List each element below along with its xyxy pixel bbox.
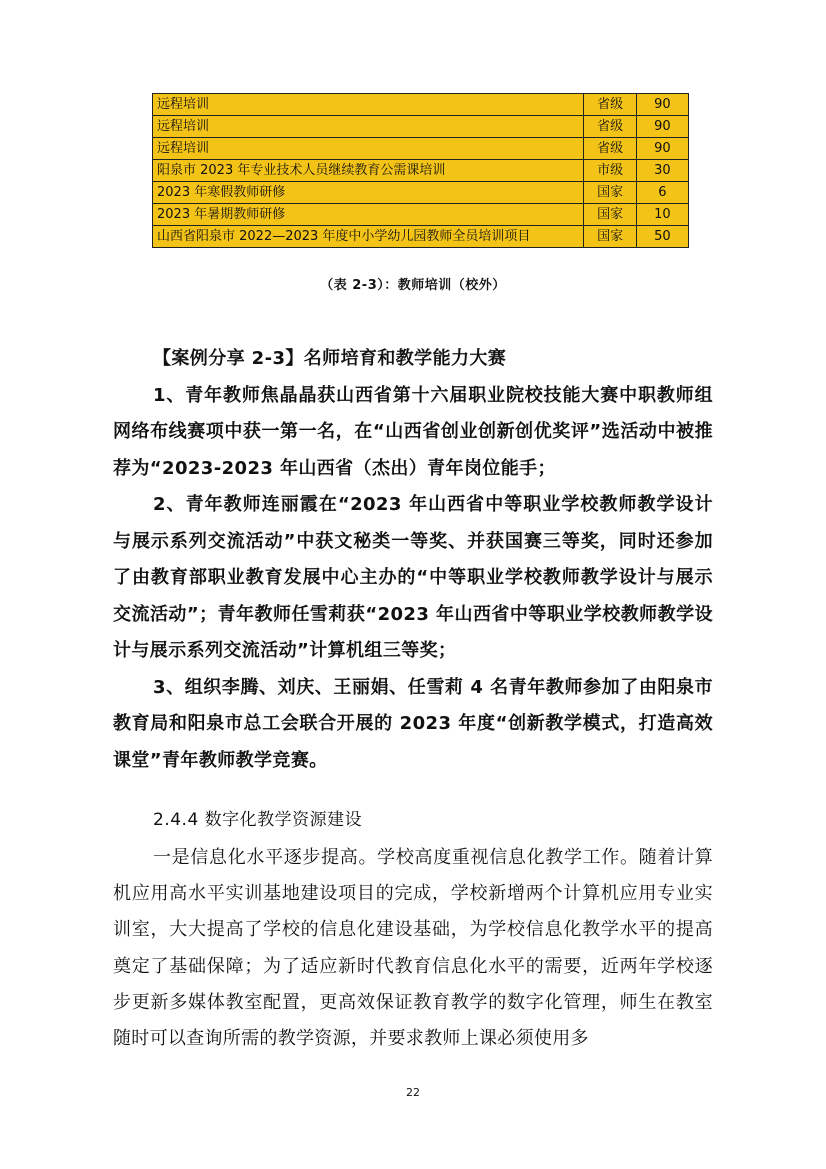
training-level-cell: 国家 xyxy=(584,204,636,226)
training-hours-cell: 30 xyxy=(636,160,688,182)
body-paragraph: 一是信息化水平逐步提高。学校高度重视信息化教学工作。随着计算机应用高水平实训基地建设项目的完成，学校新增两个计算机应用专业实训室，大大提高了学校的信息化建设基础，为学校信息化教学水平的提高奠定了基础保障；为了适应新时代教育信息化水平的需要，近两年学校逐步更新多媒体教室配置，更高效保证教育教学的数字化管理，师生在教室随时可以查询所需的教学资源，并要求教师上课必须使用多 xyxy=(113,847,713,1050)
case-item: 1、青年教师焦晶晶获山西省第十六届职业院校技能大赛中职教师组网络布线赛项中获一第一名，在“山西省创业创新创优奖评”选活动中被推荐为“2023-2023 年山西省（杰出）青年岗位能手； xyxy=(113,384,713,479)
table-row xyxy=(153,94,689,116)
table-row xyxy=(153,204,689,226)
case-item: 2、青年教师连丽霞在“2023 年山西省中等职业学校教师教学设计与展示系列交流活动”中获文秘类一等奖、并获国赛三等奖，同时还参加了由教育部职业教育发展中心主办的“中等职业学校教师教学设计与展示交流活动”；青年教师任雪莉获“2023 年山西省中等职业学校教师教学设计与展示系列交流活动”计算机组三等奖； xyxy=(113,494,713,661)
training-hours-cell: 6 xyxy=(636,182,688,204)
section-heading: 2.4.4 数字化教学资源建设 xyxy=(153,810,363,830)
training-name-cell: 远程培训 xyxy=(153,138,584,160)
table-row xyxy=(153,182,689,204)
training-hours-cell: 90 xyxy=(636,94,688,116)
training-level-cell: 省级 xyxy=(584,94,636,116)
case-item: 3、组织李腾、刘庆、王丽娟、任雪莉 4 名青年教师参加了由阳泉市教育局和阳泉市总工会联合开展的 2023 年度“创新教学模式，打造高效课堂”青年教师教学竞赛。 xyxy=(113,676,713,771)
training-name-cell: 山西省阳泉市 2022—2023 年度中小学幼儿园教师全员培训项目 xyxy=(153,226,584,248)
training-name-cell: 阳泉市 2023 年专业技术人员继续教育公需课培训 xyxy=(153,160,584,182)
case-share-section xyxy=(113,341,713,779)
training-hours-cell: 90 xyxy=(636,138,688,160)
body-text xyxy=(113,840,713,1057)
page-number: 22 xyxy=(406,1086,420,1099)
table-caption: （表 2-3）：教师培训（校外） xyxy=(320,278,506,293)
training-level-cell: 省级 xyxy=(584,116,636,138)
training-name-cell: 远程培训 xyxy=(153,94,584,116)
training-hours-cell: 10 xyxy=(636,204,688,226)
training-level-cell: 国家 xyxy=(584,226,636,248)
table-row xyxy=(153,226,689,248)
teacher-training-table xyxy=(152,93,689,248)
table-row xyxy=(153,116,689,138)
table-row xyxy=(153,138,689,160)
training-name-cell: 2023 年暑期教师研修 xyxy=(153,204,584,226)
table-row xyxy=(153,160,689,182)
training-level-cell: 省级 xyxy=(584,138,636,160)
training-name-cell: 远程培训 xyxy=(153,116,584,138)
case-share-title: 【案例分享 2-3】名师培育和教学能力大赛 xyxy=(153,348,507,369)
training-level-cell: 市级 xyxy=(584,160,636,182)
training-name-cell: 2023 年寒假教师研修 xyxy=(153,182,584,204)
training-level-cell: 国家 xyxy=(584,182,636,204)
training-hours-cell: 90 xyxy=(636,116,688,138)
training-hours-cell: 50 xyxy=(636,226,688,248)
